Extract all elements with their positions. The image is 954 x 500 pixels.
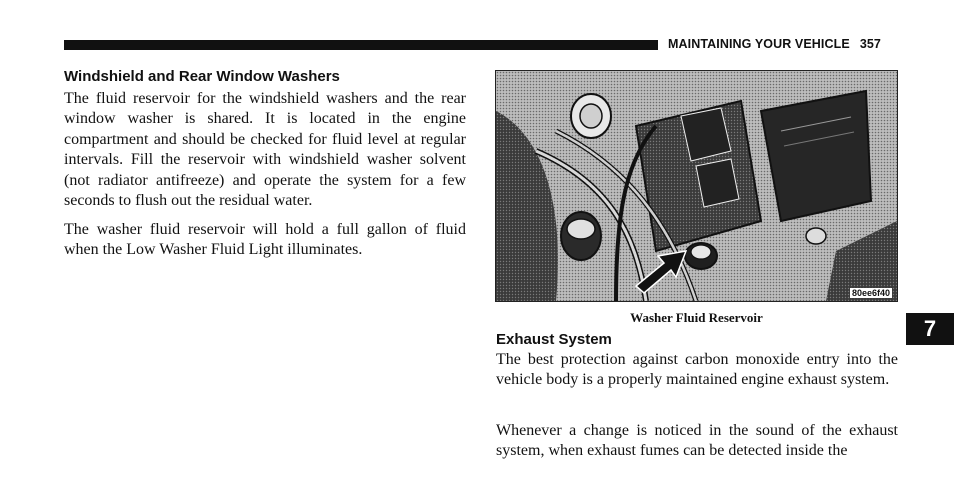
header-rule: [64, 40, 658, 50]
exhaust-heading: Exhaust System: [496, 331, 612, 348]
running-header: [668, 37, 881, 51]
exhaust-paragraph-1: The best protection against carbon monoxide entry into the vehicle body is a properly maintained engine exhaust system.: [496, 351, 898, 389]
section-title: MAINTAINING YOUR VEHICLE: [668, 37, 850, 51]
exhaust-paragraph-2: Whenever a change is noticed in the sound of the exhaust system, when exhaust fumes can be detected inside the: [496, 422, 898, 460]
page-number: 357: [859, 37, 881, 51]
engine-drawing: [496, 71, 897, 301]
washers-heading: Windshield and Rear Window Washers: [64, 68, 340, 85]
engine-compartment-illustration: [495, 70, 898, 302]
figure-code: 80ee6f40: [851, 288, 890, 298]
figure-caption: Washer Fluid Reservoir: [630, 310, 763, 325]
chapter-tab: 7: [906, 313, 954, 345]
washers-paragraph-2: The washer fluid reservoir will hold a full gallon of fluid when the Low Washer Fluid Light illuminates.: [64, 221, 466, 259]
washers-paragraph-1: The fluid reservoir for the windshield washers and the rear window washer is shared. It is located in the engine compartment and should be checked for fluid level at regular intervals. Fill the reservoir with windshield washer solvent (not radiator antifreeze) and operate the system for a few seconds to flush out the residual water.: [64, 90, 466, 210]
